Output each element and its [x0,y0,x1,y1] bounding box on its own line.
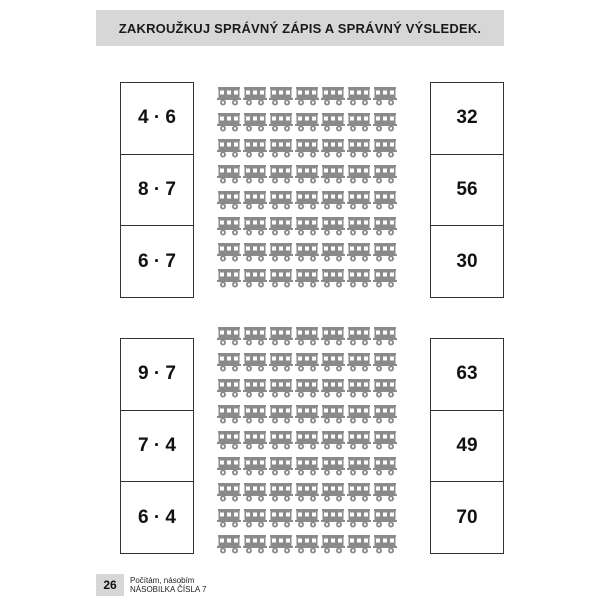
wagon-icon [295,190,319,210]
wagon-icon [243,482,267,502]
wagon-icon [269,86,293,106]
wagon-icon [321,190,345,210]
wagon-icon [347,352,371,372]
wagon-icon [347,534,371,554]
wagon-icon [347,138,371,158]
wagon-icon [321,404,345,424]
wagon-icon [347,242,371,262]
wagon-icon [373,190,397,210]
wagon-icon [321,112,345,132]
wagon-icon [243,378,267,398]
result-column-1 [430,82,504,298]
wagon-icon [217,112,241,132]
wagon-icon [295,378,319,398]
instruction-banner [96,10,504,46]
wagon-icon [295,430,319,450]
wagon-icon [243,352,267,372]
wagon-icon [243,86,267,106]
page-number-text: 26 [103,578,117,592]
wagon-icon [347,482,371,502]
wagon-icon [243,216,267,236]
result-cell[interactable]: 30 [431,225,503,297]
wagon-icon [269,216,293,236]
wagon-icon [373,242,397,262]
footer-line-2: NÁSOBILKA ČÍSLA 7 [130,585,207,594]
wagon-icon [347,508,371,528]
wagon-icon [217,164,241,184]
wagon-icon [347,190,371,210]
result-cell[interactable]: 56 [431,154,503,226]
wagon-icon [243,508,267,528]
wagon-icon [295,482,319,502]
wagon-icon [269,242,293,262]
wagon-icon [321,86,345,106]
instruction-text: ZAKROUŽKUJ SPRÁVNÝ ZÁPIS A SPRÁVNÝ VÝSLEDEK. [118,20,482,36]
wagon-icon [373,534,397,554]
wagon-icon [269,352,293,372]
wagon-icon [321,164,345,184]
expression-cell[interactable]: 4 · 6 [137,107,177,129]
wagon-icon [321,138,345,158]
expression-cell[interactable]: 7 · 4 [121,410,193,482]
expression-cell[interactable]: 6 · 7 [121,225,193,297]
wagon-icon [321,378,345,398]
wagon-icon [373,216,397,236]
result-cell[interactable]: 63 [456,363,478,385]
wagon-icon [269,190,293,210]
wagon-icon [373,268,397,288]
wagon-icon [321,482,345,502]
wagon-icon [295,534,319,554]
wagon-icon [321,268,345,288]
wagon-icon [217,378,241,398]
expression-column-1 [120,82,194,298]
wagon-icon [269,268,293,288]
wagon-icon [243,456,267,476]
wagon-icon [321,326,345,346]
wagon-grid-2 [217,326,399,560]
wagon-icon [217,508,241,528]
wagon-icon [373,86,397,106]
wagon-icon [373,164,397,184]
wagon-icon [243,268,267,288]
wagon-icon [347,268,371,288]
expression-cell[interactable]: 9 · 7 [137,363,177,385]
wagon-icon [321,508,345,528]
wagon-icon [243,138,267,158]
wagon-icon [217,482,241,502]
wagon-icon [321,242,345,262]
wagon-icon [373,378,397,398]
result-column-2 [430,338,504,554]
wagon-icon [373,326,397,346]
wagon-icon [269,326,293,346]
wagon-icon [321,216,345,236]
wagon-icon [217,326,241,346]
wagon-icon [243,112,267,132]
wagon-icon [295,326,319,346]
wagon-icon [347,404,371,424]
wagon-icon [295,268,319,288]
wagon-icon [295,242,319,262]
wagon-icon [295,138,319,158]
wagon-icon [243,190,267,210]
wagon-icon [373,508,397,528]
wagon-icon [217,242,241,262]
wagon-icon [217,190,241,210]
wagon-icon [295,164,319,184]
wagon-icon [321,430,345,450]
wagon-icon [347,378,371,398]
wagon-icon [217,534,241,554]
wagon-grid-1 [217,86,399,292]
wagon-icon [347,86,371,106]
expression-cell[interactable]: 8 · 7 [121,154,193,226]
wagon-icon [373,456,397,476]
wagon-icon [295,112,319,132]
wagon-icon [243,242,267,262]
wagon-icon [243,430,267,450]
wagon-icon [243,164,267,184]
wagon-icon [217,456,241,476]
wagon-icon [295,404,319,424]
wagon-icon [295,216,319,236]
footer-line-1: Počítám, násobím [130,576,195,585]
wagon-icon [321,352,345,372]
wagon-icon [295,508,319,528]
wagon-icon [295,86,319,106]
result-cell[interactable]: 32 [456,107,478,129]
wagon-icon [373,404,397,424]
wagon-icon [217,216,241,236]
wagon-icon [217,138,241,158]
wagon-icon [373,112,397,132]
wagon-icon [373,430,397,450]
wagon-icon [295,456,319,476]
wagon-icon [321,534,345,554]
wagon-icon [269,456,293,476]
wagon-icon [347,164,371,184]
wagon-icon [243,534,267,554]
wagon-icon [321,456,345,476]
wagon-icon [347,326,371,346]
wagon-icon [217,268,241,288]
wagon-icon [269,164,293,184]
wagon-icon [217,352,241,372]
result-cell[interactable]: 70 [431,481,503,553]
wagon-icon [269,138,293,158]
footer-caption [130,576,206,594]
wagon-icon [373,138,397,158]
expression-cell[interactable]: 6 · 4 [121,481,193,553]
wagon-icon [269,482,293,502]
wagon-icon [243,404,267,424]
result-cell[interactable]: 49 [431,410,503,482]
wagon-icon [269,534,293,554]
wagon-icon [347,216,371,236]
wagon-icon [373,352,397,372]
wagon-icon [269,404,293,424]
wagon-icon [295,352,319,372]
expression-column-2 [120,338,194,554]
wagon-icon [373,482,397,502]
wagon-icon [347,430,371,450]
page-number [96,574,124,596]
wagon-icon [217,404,241,424]
wagon-icon [217,430,241,450]
wagon-icon [347,112,371,132]
wagon-icon [269,378,293,398]
wagon-icon [347,456,371,476]
wagon-icon [217,86,241,106]
wagon-icon [243,326,267,346]
wagon-icon [269,508,293,528]
wagon-icon [269,430,293,450]
wagon-icon [269,112,293,132]
